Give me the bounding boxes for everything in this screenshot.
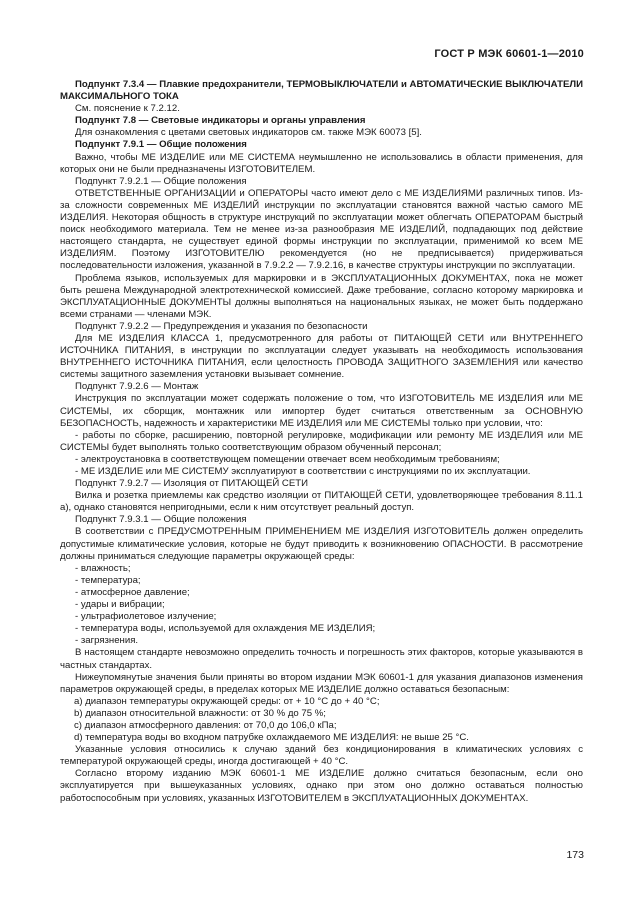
- document-body: [60, 79, 583, 805]
- ranges-list: [60, 696, 583, 744]
- paragraph: Инструкция по эксплуатации может содержать положение о том, что ИЗГОТОВИТЕЛЬ МЕ ИЗДЕЛИЯ или МЕ СИСТЕМЫ, их сборщик, монтажник или импортер будет считаться ответственным за ОСНОВНУЮ БЕЗОПАСНОСТЬ, надежность и характеристики МЕ ИЗДЕЛИЯ или МЕ СИСТЕМЫ только при условии, что:: [60, 393, 583, 429]
- list-item: - ультрафиолетовое излучение;: [75, 611, 217, 623]
- range-item: c) диапазон атмосферного давления: от 70,0 до 106,0 кПа;: [74, 719, 337, 731]
- paragraph: - МЕ ИЗДЕЛИЕ или МЕ СИСТЕМУ эксплуатируют в соответствии с инструкциями по их эксплуатации.: [75, 466, 531, 477]
- paragraph: Для МЕ ИЗДЕЛИЯ КЛАССА 1, предусмотренного для работы от ПИТАЮЩЕЙ СЕТИ или ВНУТРЕННЕГО ИСТОЧНИКА ПИТАНИЯ, в инструкции по эксплуатации следует указывать на необходимость использования ВНУТРЕННЕГО ИСТОЧНИКА ПИТАНИЯ, если целостность ПРОВОДА ЗАЩИТНОГО ЗАЗЕМЛЕНИЯ или качество системы защитного заземления установки вызывает сомнение.: [60, 332, 583, 381]
- paragraph: Важно, чтобы МЕ ИЗДЕЛИЕ или МЕ СИСТЕМА неумышленно не использовались в области применения, для которых они не были предназначены ИЗГОТОВИТЕЛЕМ.: [60, 151, 583, 175]
- page-number: 173: [566, 849, 584, 861]
- list-item: - влажность;: [75, 562, 131, 574]
- environment-parameters-list: [60, 563, 583, 648]
- paragraph: - работы по сборке, расширению, повторной регулировке, модификации или ремонту МЕ ИЗДЕЛИЯ или МЕ СИСТЕМЫ будет выполнять только соответствующим образом обученный персонал;: [60, 429, 583, 453]
- paragraph: ОТВЕТСТВЕННЫЕ ОРГАНИЗАЦИИ и ОПЕРАТОРЫ часто имеют дело с МЕ ИЗДЕЛИЯМИ различных типов. Из-за сложности современных МЕ ИЗДЕЛИЙ инструкции по эксплуатации становятся важной частью самого МЕ ИЗДЕЛИЯ. Некоторая общность в структуре инструкций по эксплуатации может облегчать ОПЕРАТОРАМ быстрый поиск необходимого материала. Тем не менее из-за разнообразия МЕ ИЗДЕЛИЙ, подпадающих под действие настоящего стандарта, не существует единой формы инструкции по эксплуатации, применимой ко всем МЕ ИЗДЕЛИЯМ. Поэтому ИЗГОТОВИТЕЛЮ рекомендуется (но не предписывается) придерживаться последовательности изложения, указанной в 7.9.2.2 — 7.9.2.16, в качестве структуры инструкции по эксплуатации.: [60, 187, 583, 272]
- list-item: - атмосферное давление;: [75, 586, 190, 598]
- standard-header: ГОСТ Р МЭК 60601-1—2010: [434, 48, 584, 60]
- paragraph: Для ознакомления с цветами световых индикаторов см. также МЭК 60073 [5].: [75, 127, 422, 139]
- list-item: - температура;: [75, 574, 141, 586]
- paragraph: Подпункт 7.9.2.6 — Монтаж: [75, 381, 199, 393]
- paragraph: Подпункт 7.9.2.7 — Изоляция от ПИТАЮЩЕЙ СЕТИ: [75, 478, 308, 490]
- range-item: b) диапазон относительной влажности: от 30 % до 75 %;: [74, 707, 326, 719]
- paragraph: Указанные условия относились к случаю зданий без кондиционирования в климатических условиях с температурой окружающей среды, иногда достигающей + 40 °C.: [60, 744, 583, 768]
- paragraph-block: [60, 744, 583, 804]
- paragraph-block: [60, 79, 583, 563]
- list-item: - температура воды, используемой для охлаждения МЕ ИЗДЕЛИЯ;: [75, 623, 376, 635]
- paragraph: Согласно второму изданию МЭК 60601-1 МЕ ИЗДЕЛИЕ должно считаться безопасным, если оно эксплуатируется при вышеуказанных условиях, однако при этом оно должно оставаться полностью работоспособным при условиях, указанных ИЗГОТОВИТЕЛЕМ в ЭКСПЛУАТАЦИОННЫХ ДОКУМЕНТАХ.: [60, 768, 583, 804]
- section-heading: Подпункт 7.8 — Световые индикаторы и органы управления: [75, 115, 366, 127]
- paragraph: Нижеупомянутые значения были приняты во втором издании МЭК 60601-1 для указания диапазонов изменения параметров окружающей среды, в пределах которых МЕ ИЗДЕЛИЕ должно оставаться безопасным:: [60, 671, 583, 695]
- paragraph: Подпункт 7.9.2.2 — Предупреждения и указания по безопасности: [75, 320, 368, 332]
- paragraph: Подпункт 7.9.2.1 — Общие положения: [75, 175, 247, 187]
- list-item: - загрязнения.: [75, 635, 139, 647]
- paragraph: Подпункт 7.9.3.1 — Общие положения: [75, 514, 247, 526]
- range-item: d) температура воды во входном патрубке охлаждаемого МЕ ИЗДЕЛИЯ: не выше 25 °C.: [74, 732, 469, 744]
- paragraph: В соответствии с ПРЕДУСМОТРЕННЫМ ПРИМЕНЕНИЕМ МЕ ИЗДЕЛИЯ ИЗГОТОВИТЕЛЬ должен определить допустимые климатические условия, которые не будут приводить к возникновению ОПАСНОСТИ. В рассмотрение должны приниматься следующие параметры окружающей среды:: [60, 526, 583, 562]
- paragraph: См. пояснение к 7.2.12.: [75, 103, 180, 115]
- paragraph: Вилка и розетка приемлемы как средство изоляции от ПИТАЮЩЕЙ СЕТИ, удовлетворяющее требования 8.11.1 а), однако становятся непригодными, если к ним отсутствует реальный доступ.: [60, 490, 583, 514]
- section-heading: Подпункт 7.3.4 — Плавкие предохранители, ТЕРМОВЫКЛЮЧАТЕЛИ и АВТОМАТИЧЕСКИЕ ВЫКЛЮЧАТЕЛИ МАКСИМАЛЬНОГО ТОКА: [60, 79, 583, 103]
- paragraph-block: [60, 647, 583, 695]
- list-item: - удары и вибрации;: [75, 599, 165, 611]
- range-item: a) диапазон температуры окружающей среды: от + 10 °C до + 40 °C;: [74, 695, 380, 707]
- paragraph: В настоящем стандарте невозможно определить точность и погрешность этих факторов, которые указываются в частных стандартах.: [60, 647, 583, 671]
- section-heading: Подпункт 7.9.1 — Общие положения: [75, 139, 247, 151]
- paragraph: Проблема языков, используемых для маркировки и в ЭКСПЛУАТАЦИОННЫХ ДОКУМЕНТАХ, пока не может быть решена Международной электротехнической комиссией. Даже требование, согласно которому маркировка и ЭКСПЛУАТАЦИОННЫЕ ДОКУМЕНТЫ должны выполняться на национальных языках, не может быть поддержано всеми странами — членами МЭК.: [60, 272, 583, 320]
- paragraph: - электроустановка в соответствующем помещении отвечает всем необходимым требованиям;: [75, 453, 500, 465]
